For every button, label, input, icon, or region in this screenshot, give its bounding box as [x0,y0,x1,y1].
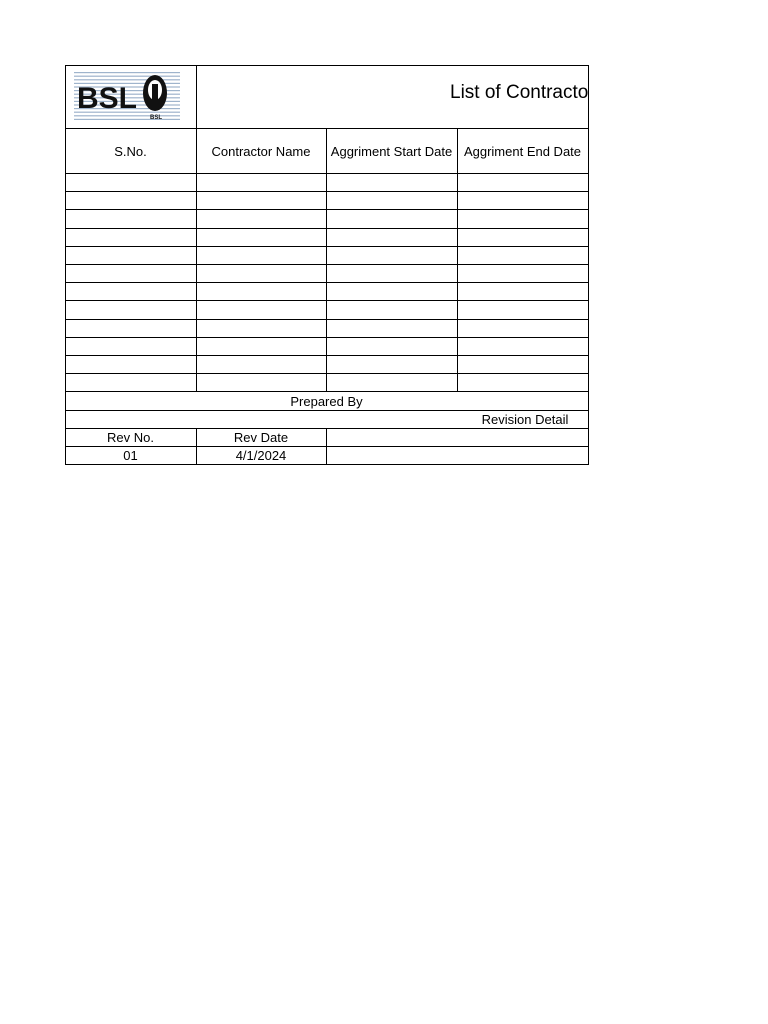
table-cell-start-date[interactable] [326,282,457,300]
table-cell-sno[interactable] [65,246,196,264]
table-cell-end-date[interactable] [457,373,588,391]
revision-detail-label: Revision Detail [481,411,569,427]
grid-line [65,173,589,174]
table-cell-start-date[interactable] [326,319,457,337]
grid-line [65,228,589,229]
grid-line [65,128,589,129]
grid-line [65,428,589,429]
grid-line [65,191,589,192]
column-header-sno: S.No. [114,143,147,159]
column-header-start-date: Aggriment Start Date [330,143,453,159]
table-cell-end-date[interactable] [457,246,588,264]
rev-date-value[interactable]: 4/1/2024 [235,447,287,463]
table-cell-contractor-name[interactable] [196,246,326,264]
grid-line [65,65,589,66]
column-header-end-date: Aggriment End Date [463,143,582,159]
table-cell-contractor-name[interactable] [196,209,326,227]
table-cell-sno[interactable] [65,191,196,209]
logo-stripe [74,72,180,73]
table-cell-end-date[interactable] [457,228,588,246]
grid-line [65,282,589,283]
grid-line [65,246,589,247]
table-cell-end-date[interactable] [457,337,588,355]
table-cell-contractor-name[interactable] [196,191,326,209]
bsl-logo [74,70,180,124]
logo-stripe [74,76,180,77]
table-cell-sno[interactable] [65,228,196,246]
table-cell-sno[interactable] [65,319,196,337]
grid-line [65,264,589,265]
table-cell-contractor-name[interactable] [196,228,326,246]
logo-stripe [74,115,180,116]
table-cell-start-date[interactable] [326,246,457,264]
logo-stripe [74,119,180,120]
table-cell-start-date[interactable] [326,337,457,355]
table-cell-sno[interactable] [65,173,196,191]
table-cell-end-date[interactable] [457,191,588,209]
table-cell-sno[interactable] [65,337,196,355]
table-cell-start-date[interactable] [326,209,457,227]
table-cell-start-date[interactable] [326,191,457,209]
table-cell-contractor-name[interactable] [196,173,326,191]
table-cell-end-date[interactable] [457,209,588,227]
grid-line [65,337,589,338]
grid-line [65,300,589,301]
logo-text: BSL [77,82,137,115]
grid-line [326,428,327,465]
table-cell-end-date[interactable] [457,300,588,318]
table-cell-contractor-name[interactable] [196,373,326,391]
grid-line [65,319,589,320]
table-cell-sno[interactable] [65,300,196,318]
grid-line [65,446,589,447]
revision-description-cell[interactable] [326,446,588,464]
table-cell-contractor-name[interactable] [196,337,326,355]
grid-line [196,428,197,465]
table-cell-start-date[interactable] [326,300,457,318]
grid-line [326,128,327,392]
table-cell-contractor-name[interactable] [196,264,326,282]
grid-line [588,65,589,465]
grid-line [65,373,589,374]
grid-line [65,65,66,465]
table-cell-start-date[interactable] [326,264,457,282]
table-cell-sno[interactable] [65,264,196,282]
grid-line [65,391,589,392]
table-cell-sno[interactable] [65,209,196,227]
table-cell-end-date[interactable] [457,264,588,282]
table-cell-start-date[interactable] [326,228,457,246]
grid-line [65,355,589,356]
grid-line [196,65,197,392]
table-cell-start-date[interactable] [326,373,457,391]
table-cell-sno[interactable] [65,373,196,391]
grid-line [65,464,589,465]
rev-date-label: Rev Date [233,429,289,445]
logo-stripe [74,79,180,80]
rev-no-label: Rev No. [107,429,154,445]
table-cell-end-date[interactable] [457,319,588,337]
grid-line [65,410,589,411]
grid-line [457,128,458,392]
logo-subtext: BSL [150,115,162,121]
table-cell-sno[interactable] [65,355,196,373]
table-cell-contractor-name[interactable] [196,355,326,373]
grid-line [65,209,589,210]
table-cell-contractor-name[interactable] [196,319,326,337]
table-cell-end-date[interactable] [457,355,588,373]
prepared-by-label: Prepared By [290,393,363,409]
page-title: List of Contracto [450,82,589,103]
table-cell-sno[interactable] [65,282,196,300]
table-cell-start-date[interactable] [326,355,457,373]
table-cell-end-date[interactable] [457,173,588,191]
table-cell-contractor-name[interactable] [196,300,326,318]
column-header-contractor-name: Contractor Name [211,143,311,159]
rev-no-value[interactable]: 01 [123,447,138,463]
table-cell-contractor-name[interactable] [196,282,326,300]
table-cell-start-date[interactable] [326,173,457,191]
table-cell-end-date[interactable] [457,282,588,300]
